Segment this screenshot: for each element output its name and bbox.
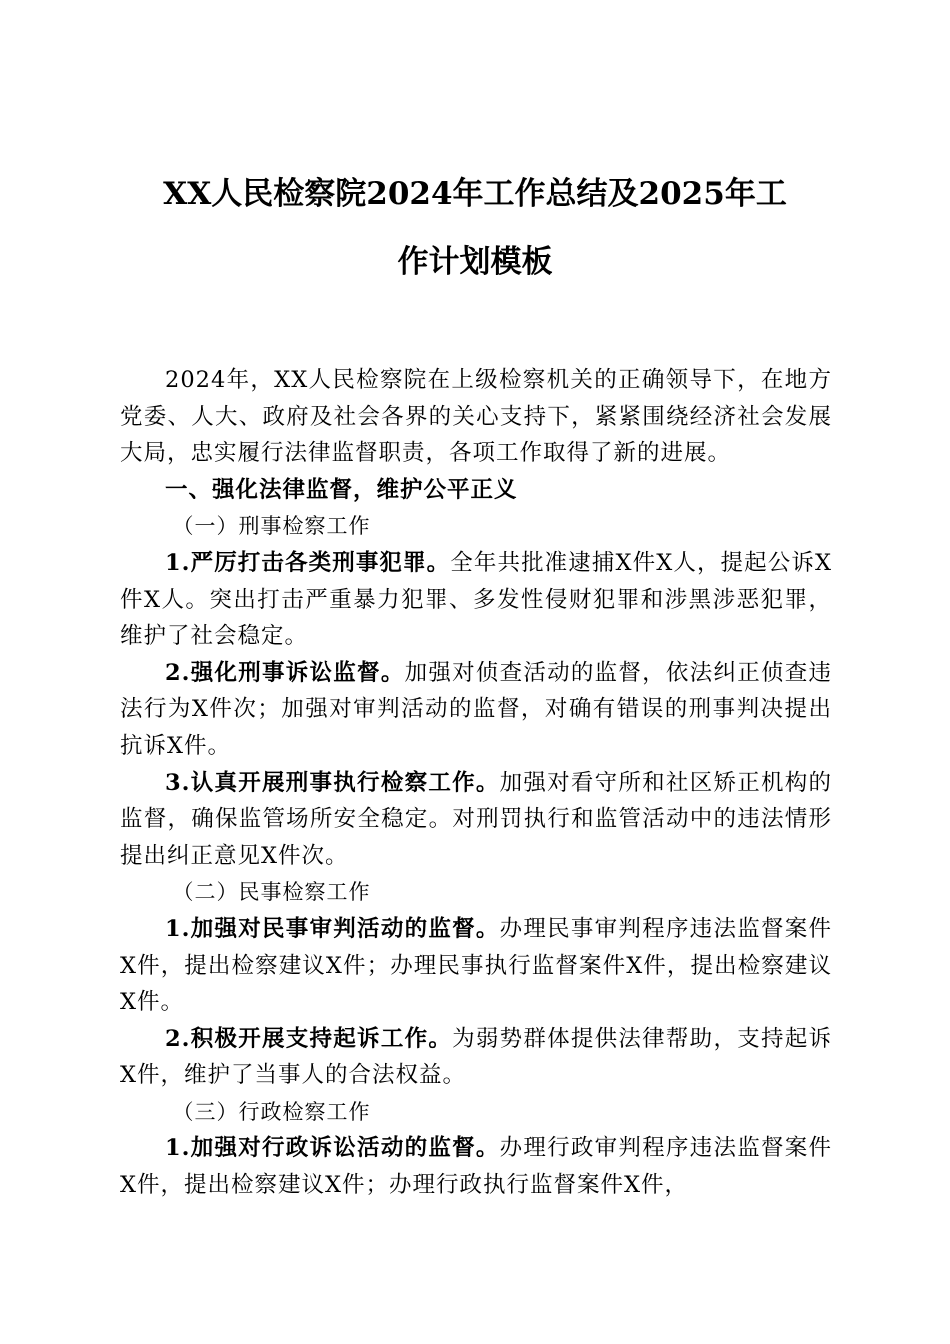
civil-item-1-lead: 1.加强对民事审判活动的监督。 — [165, 915, 500, 942]
intro-paragraph: 2024年，XX人民检察院在上级检察机关的正确领导下，在地方党委、人大、政府及社会各界的关心支持下，紧紧围绕经济社会发展大局，忠实履行法律监督职责，各项工作取得了新的进展。 — [120, 367, 832, 467]
subsection-civil-heading: （二）民事检察工作 — [172, 880, 371, 905]
criminal-item-2 — [120, 655, 832, 765]
document-body — [120, 362, 832, 1204]
criminal-item-1-lead: 1.严厉打击各类刑事犯罪。 — [165, 549, 451, 576]
administrative-item-1-lead: 1.加强对行政诉讼活动的监督。 — [165, 1135, 500, 1162]
subsection-criminal-heading: （一）刑事检察工作 — [172, 514, 371, 539]
civil-item-1 — [120, 911, 832, 1021]
document-title-line-2: 作计划模板 — [397, 244, 553, 280]
civil-item-2-lead: 2.积极开展支持起诉工作。 — [165, 1025, 453, 1052]
criminal-item-2-text: 加强对侦查活动的监督，依法纠正侦查违法行为X件次；加强对审判活动的监督，对确有错误的刑事判决提出抗诉X件。 — [120, 659, 832, 759]
criminal-item-2-lead: 2.强化刑事诉讼监督。 — [165, 659, 405, 686]
civil-item-2-text: 为弱势群体提供法律帮助，支持起诉X件，维护了当事人的合法权益。 — [120, 1025, 832, 1089]
criminal-item-1 — [120, 545, 832, 655]
civil-item-2 — [120, 1021, 832, 1094]
civil-item-1-text: 办理民事审判程序违法监督案件X件，提出检察建议X件；办理民事执行监督案件X件，提出检察建议X件。 — [120, 915, 832, 1016]
section-1-heading: 一、强化法律监督，维护公平正义 — [165, 476, 518, 503]
document-title-line-1: XX人民检察院2024年工作总结及2025年工 — [163, 176, 787, 212]
administrative-item-1-text: 办理行政审判程序违法监督案件X件，提出检察建议X件；办理行政执行监督案件X件， — [120, 1135, 832, 1199]
administrative-item-1 — [120, 1130, 832, 1203]
criminal-item-3-lead: 3.认真开展刑事执行检察工作。 — [165, 769, 500, 796]
criminal-item-1-text: 全年共批准逮捕X件X人，提起公诉X件X人。突出打击严重暴力犯罪、多发性侵财犯罪和涉黑涉恶犯罪，维护了社会稳定。 — [120, 549, 832, 650]
criminal-item-3-text: 加强对看守所和社区矫正机构的监督，确保监管场所安全稳定。对刑罚执行和监管活动中的违法情形提出纠正意见X件次。 — [120, 769, 832, 869]
criminal-item-3 — [120, 765, 832, 875]
subsection-administrative-heading: （三）行政检察工作 — [172, 1099, 371, 1124]
